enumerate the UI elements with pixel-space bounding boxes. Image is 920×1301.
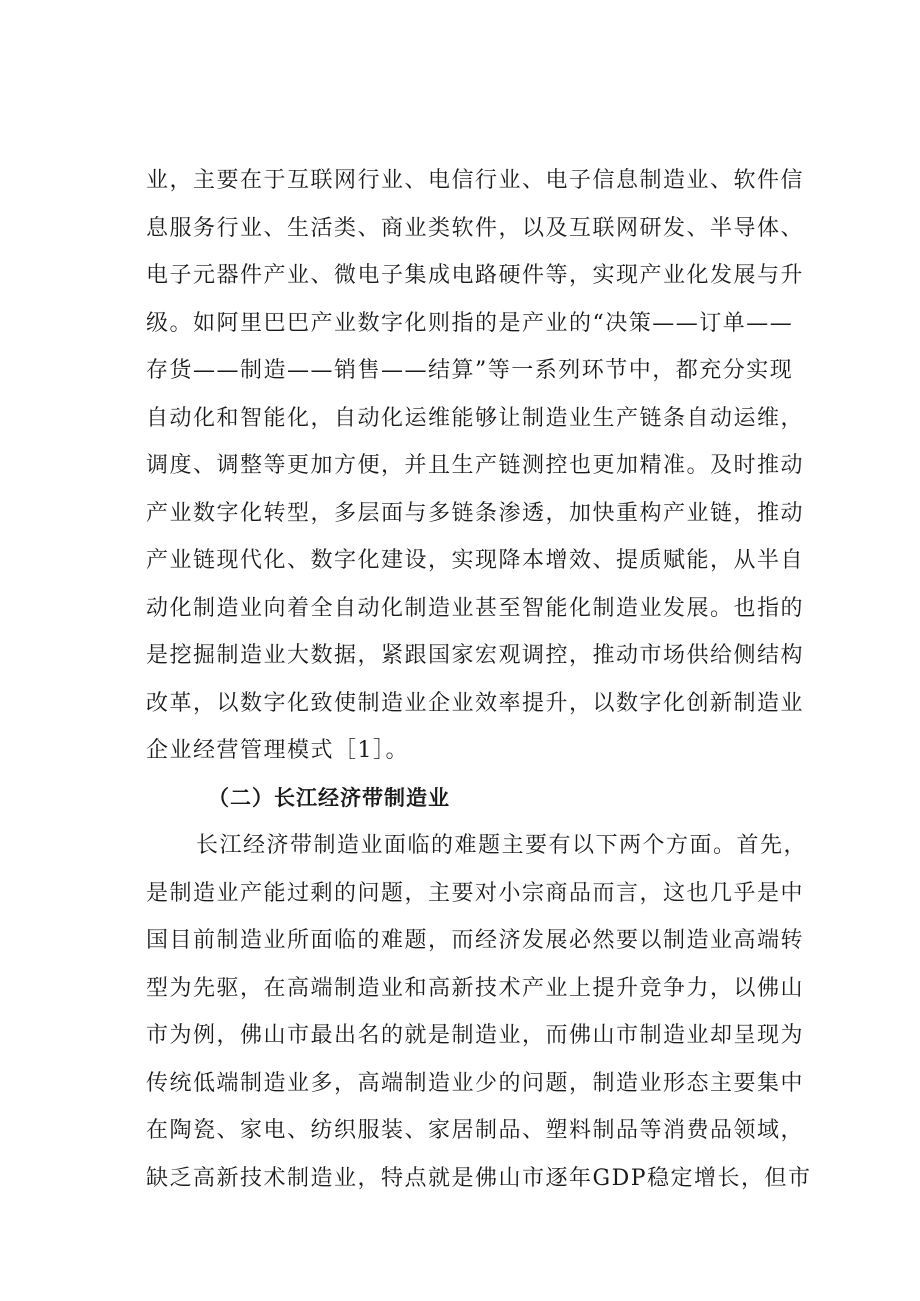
- text-line: 缺乏高新技术制造业，特点就是佛山市逐年GDP稳定增长，但市: [146, 1165, 812, 1191]
- text-line: 在陶瓷、家电、纺织服装、家居制品、塑料制品等消费品领域，: [146, 1118, 805, 1143]
- text-line: 电子元器件产业、微电子集成电路硬件等，实现产业化发展与升: [146, 263, 805, 288]
- text-line: 是挖掘制造业大数据，紧跟国家宏观调控，推动市场供给侧结构: [146, 643, 805, 668]
- text-line: 改革，以数字化致使制造业企业效率提升，以数字化创新制造业: [146, 690, 805, 716]
- text-line: 传统低端制造业多，高端制造业少的问题，制造业形态主要集中: [146, 1070, 805, 1096]
- text-line: 动化制造业向着全自动化制造业甚至智能化制造业发展。也指的: [146, 595, 805, 621]
- text-line: 长江经济带制造业面临的难题主要有以下两个方面。首先，: [196, 833, 808, 858]
- text-line: 产业链现代化、数字化建设，实现降本增效、提质赋能，从半自: [146, 548, 805, 573]
- text-line: 企业经营管理模式［1］。: [146, 738, 409, 763]
- text-line: 是制造业产能过剩的问题，主要对小宗商品而言，这也几乎是中: [146, 880, 805, 906]
- paragraph-1: [146, 157, 805, 775]
- body-text: [146, 157, 812, 1202]
- text-line: 型为先驱，在高端制造业和高新技术产业上提升竞争力，以佛山: [146, 975, 805, 1001]
- text-line: 级。如阿里巴巴产业数字化则指的是产业的“决策——订单——: [146, 310, 794, 336]
- text-line: 业，主要在于互联网行业、电信行业、电子信息制造业、软件信: [146, 168, 805, 193]
- text-line: 产业数字化转型，多层面与多链条渗透，加快重构产业链，推动: [146, 500, 805, 526]
- text-line: 市为例，佛山市最出名的就是制造业，而佛山市制造业却呈现为: [146, 1023, 805, 1048]
- text-line: 国目前制造业所面临的难题，而经济发展必然要以制造业高端转: [146, 928, 805, 953]
- paragraph-2: [146, 822, 812, 1202]
- text-line: 调度、调整等更加方便，并且生产链测控也更加精准。及时推动: [146, 453, 805, 478]
- text-line: 存货——制造——销售——结算”等一系列环节中，都充分实现: [146, 358, 794, 383]
- section-heading: （二）长江经济带制造业: [208, 785, 450, 810]
- text-line: 息服务行业、生活类、商业类软件，以及互联网研发、半导体、: [146, 215, 805, 241]
- text-line: 自动化和智能化，自动化运维能够让制造业生产链条自动运维，: [146, 405, 805, 431]
